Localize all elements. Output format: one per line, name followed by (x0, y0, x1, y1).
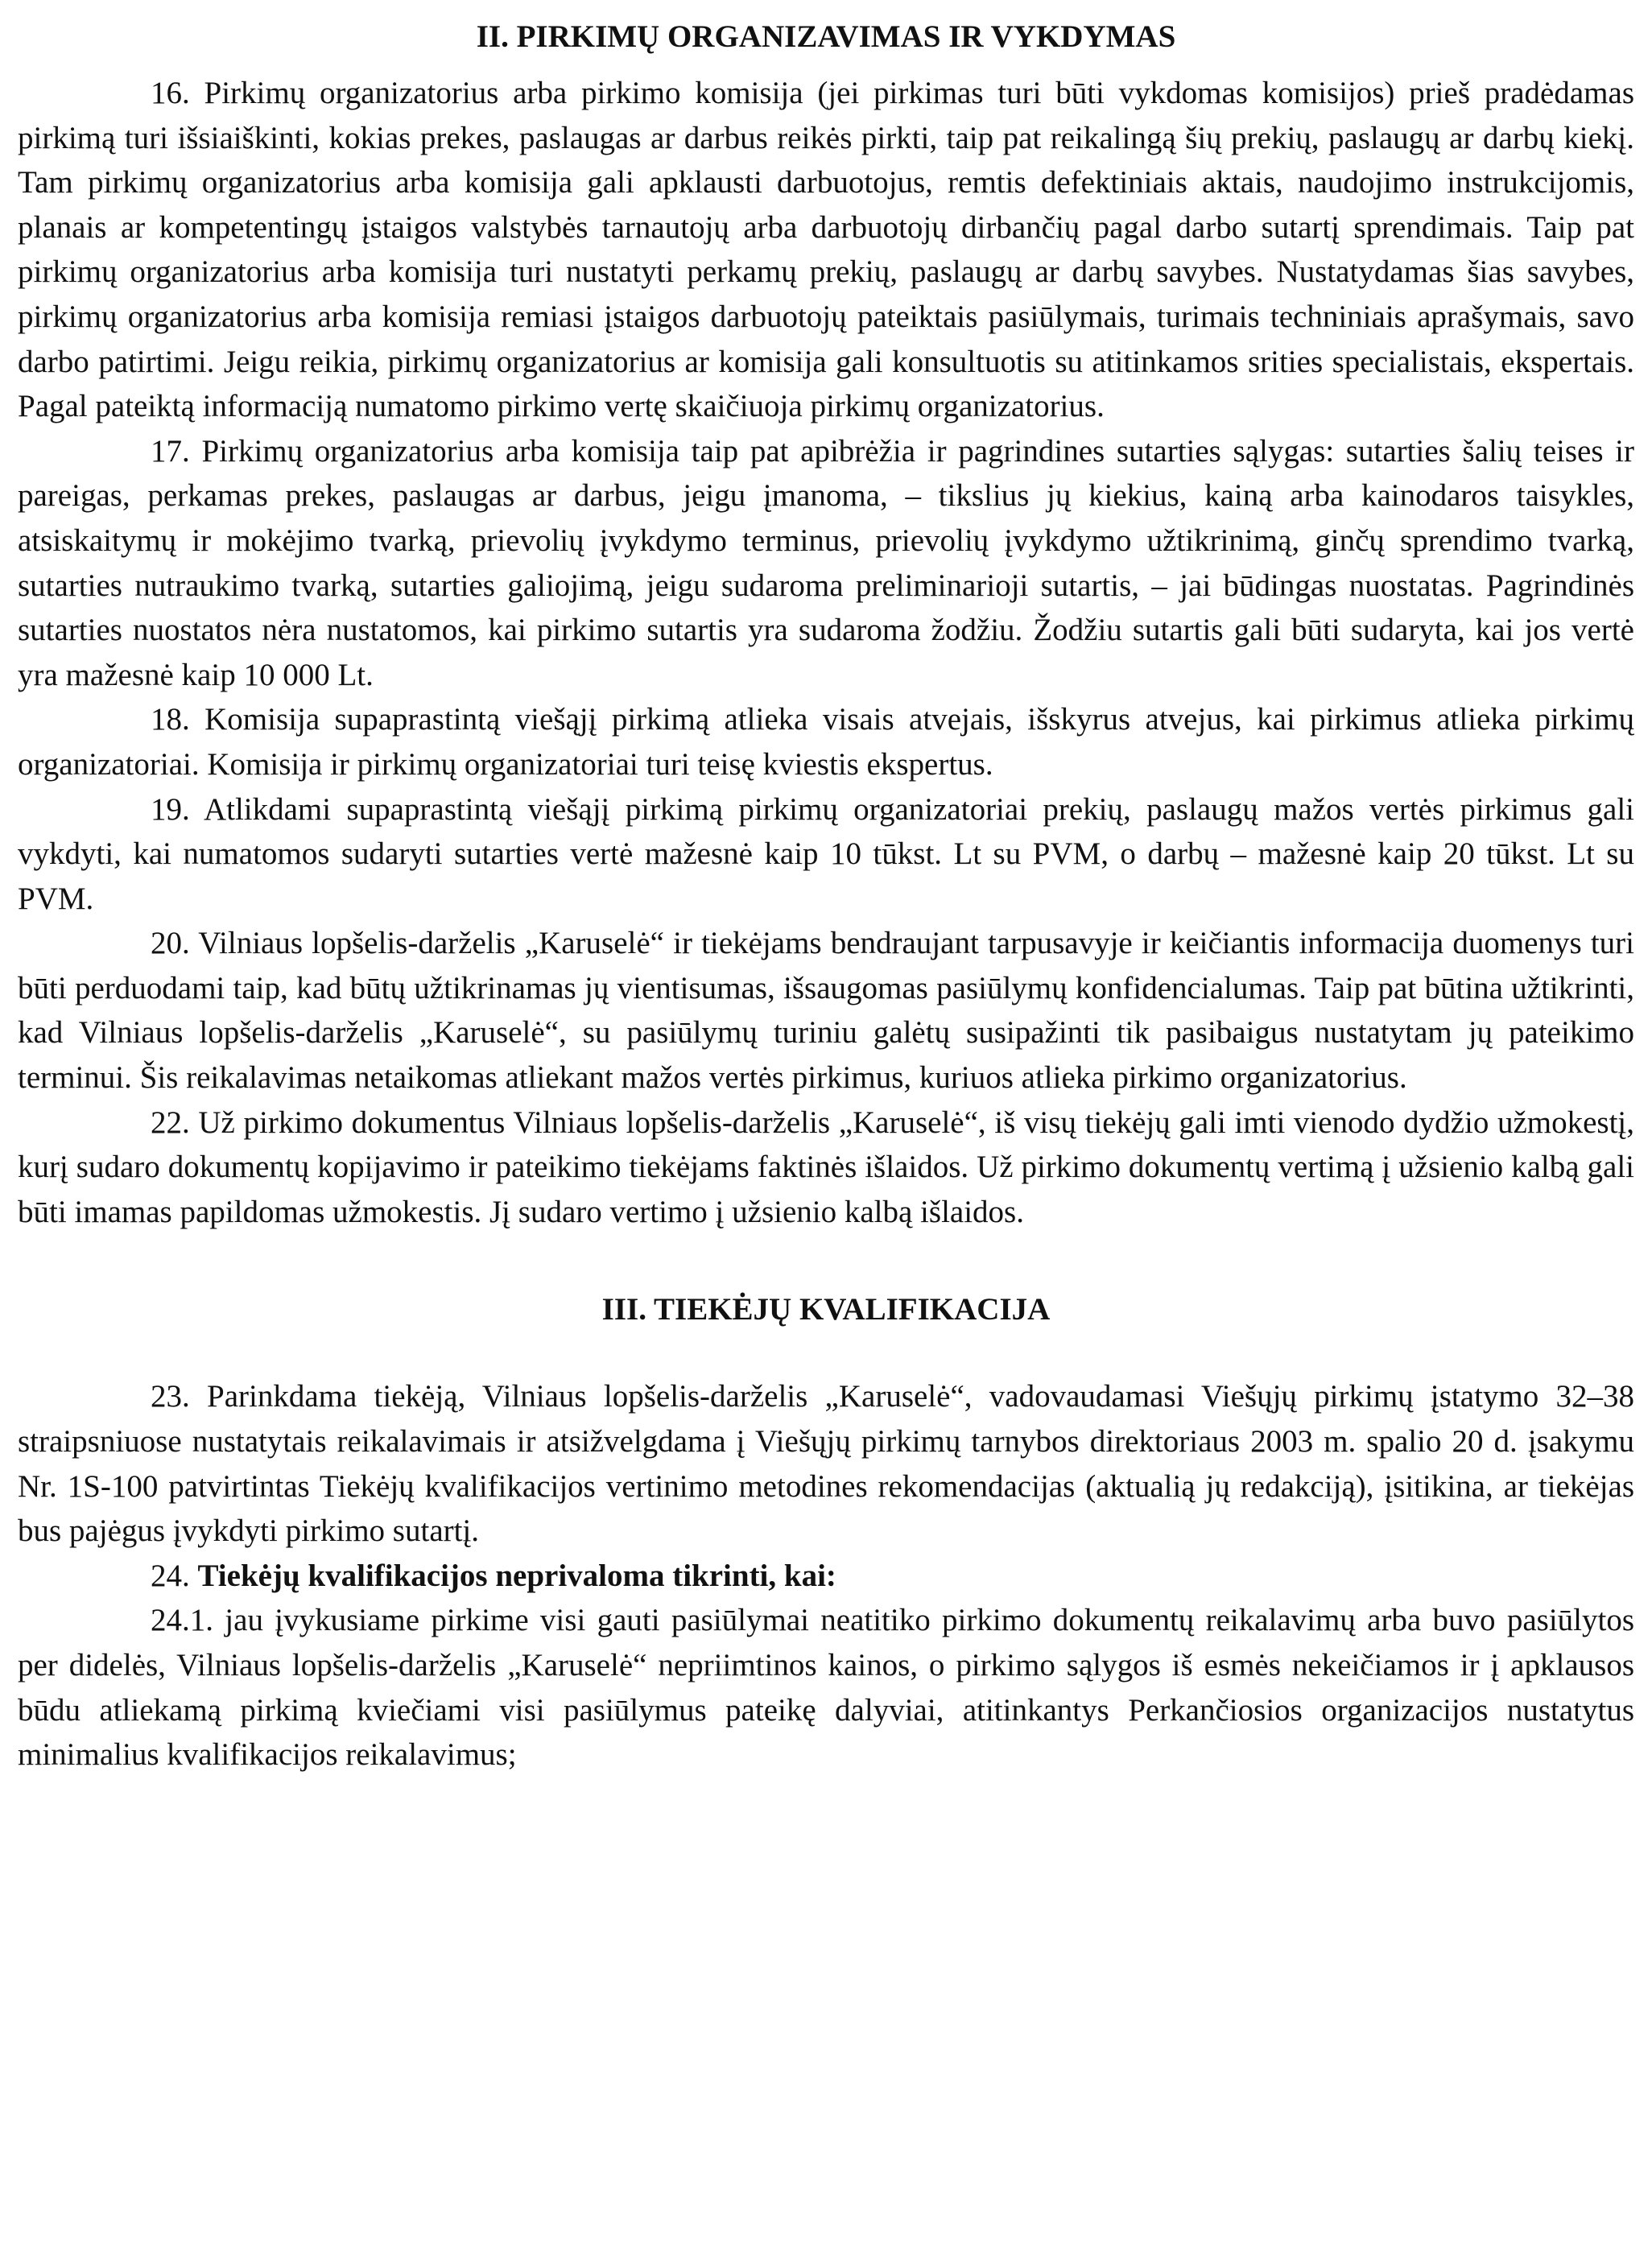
paragraph-24 (18, 1554, 1634, 1599)
paragraph-16 (18, 71, 1634, 429)
paragraph-22 (18, 1100, 1634, 1235)
paragraph-text: Tiekėjų kvalifikacijos neprivaloma tikrinti, kai: (197, 1558, 836, 1593)
section-2-heading: II. PIRKIMŲ ORGANIZAVIMAS IR VYKDYMAS (476, 19, 1176, 54)
paragraph-23 (18, 1374, 1634, 1553)
paragraph-text: Pirkimų organizatorius arba komisija taip pat apibrėžia ir pagrindines sutarties sąlygas: sutarties šalių teises ir pareigas, perkamas prekes, paslaugas ar darbus, jeigu įmanoma, – tikslius jų kiekius, kainą arba kainodaros taisykles, atsiskaitymų ir mokėjimo tvarką, prievolių įvykdymo terminus, prievolių įvykdymo užtikrinimą, ginčų sprendimo tvarką, sutarties nutraukimo tvarką, sutarties galiojimą, jeigu sudaroma preliminarioji sutartis, – jai būdingas nuostatas. Pagrindinės sutarties nuostatos nėra nustatomos, kai pirkimo sutartis yra sudaroma žodžiu. Žodžiu sutartis gali būti sudaryta, kai jos vertė yra mažesnė kaip 10 000 Lt. (18, 433, 1635, 692)
paragraph-20 (18, 921, 1634, 1100)
paragraph-number: 17. (151, 433, 190, 469)
paragraph-number: 23. (151, 1379, 190, 1414)
paragraph-number: 19. (151, 791, 190, 827)
paragraph-text: Komisija supaprastintą viešąjį pirkimą atlieka visais atvejais, išskyrus atvejus, kai pirkimus atlieka pirkimų organizatoriai. Komisija ir pirkimų organizatoriai turi teisę kviestis ekspertus. (18, 702, 1635, 782)
paragraph-24-1 (18, 1598, 1634, 1777)
paragraph-18 (18, 697, 1634, 787)
paragraph-number: 18. (151, 702, 190, 737)
paragraph-text: Pirkimų organizatorius arba pirkimo komisija (jei pirkimas turi būti vykdomas komisijos) prieš pradėdamas pirkimą turi išsiaiškinti, kokias prekes, paslaugas ar darbus reikės pirkti, taip pat reikalingą šių prekių, paslaugų ar darbų kiekį. Tam pirkimų organizatorius arba komisija gali apklausti darbuotojus, remtis defektiniais aktais, naudojimo instrukcijomis, planais ar kompetentingų įstaigos valstybės tarnautojų arba darbuotojų dirbančių pagal darbo sutartį sprendimais. Taip pat pirkimų organizatorius arba komisija turi nustatyti perkamų prekių, paslaugų ar darbų savybes. Nustatydamas šias savybes, pirkimų organizatorius arba komisija remiasi įstaigos darbuotojų pateiktais pasiūlymais, turimais techniniais aprašymais, savo darbo patirtimi. Jeigu reikia, pirkimų organizatorius ar komisija gali konsultuotis su atitinkamos srities specialistais, ekspertais. Pagal pateiktą informaciją numatomo pirkimo vertę skaičiuoja pirkimų organizatorius. (18, 76, 1634, 424)
section-3-heading: III. TIEKĖJŲ KVALIFIKACIJA (601, 1292, 1051, 1327)
paragraph-19 (18, 787, 1634, 922)
paragraph-number: 20. (151, 926, 190, 961)
paragraph-text: jau įvykusiame pirkime visi gauti pasiūlymai neatitiko pirkimo dokumentų reikalavimų arba buvo pasiūlytos per didelės, Vilniaus lopšelis-darželis „Karuselė“ nepriimtinos kainos, o pirkimo sąlygos iš esmės nekeičiamos ir į apklausos būdu atliekamą pirkimą kviečiami visi pasiūlymus pateikę dalyviai, atitinkantys Perkančiosios organizacijos nustatytus minimalius kvalifikacijos reikalavimus; (18, 1603, 1634, 1773)
document-page (18, 14, 1634, 1777)
paragraph-number: 22. (151, 1104, 190, 1140)
paragraph-17 (18, 429, 1634, 698)
paragraph-text: Už pirkimo dokumentus Vilniaus lopšelis-darželis „Karuselė“, iš visų tiekėjų gali imti vienodo dydžio užmokestį, kurį sudaro dokumentų kopijavimo ir pateikimo tiekėjams faktinės išlaidos. Už pirkimo dokumentų vertimą į užsienio kalbą gali būti imamas papildomas užmokestis. Jį sudaro vertimo į užsienio kalbą išlaidos. (18, 1104, 1635, 1229)
paragraph-text: Vilniaus lopšelis-darželis „Karuselė“ ir tiekėjams bendraujant tarpusavyje ir keičiantis informacija duomenys turi būti perduodami taip, kad būtų užtikrinamas jų vientisumas, išsaugomas pasiūlymų konfidencialumas. Taip pat būtina užtikrinti, kad Vilniaus lopšelis-darželis „Karuselė“, su pasiūlymų turiniu galėtų susipažinti tik pasibaigus nustatytam jų pateikimo terminui. Šis reikalavimas netaikomas atliekant mažos vertės pirkimus, kuriuos atlieka pirkimo organizatorius. (18, 926, 1634, 1096)
paragraph-number: 24. (151, 1558, 190, 1593)
paragraph-number: 16. (151, 76, 190, 110)
paragraph-text: Atlikdami supaprastintą viešąjį pirkimą pirkimų organizatoriai prekių, paslaugų mažos vertės pirkimus gali vykdyti, kai numatomos sudaryti sutarties vertė mažesnė kaip 10 tūkst. Lt su PVM, o darbų – mažesnė kaip 20 tūkst. Lt su PVM. (18, 791, 1634, 916)
paragraph-text: Parinkdama tiekėją, Vilniaus lopšelis-darželis „Karuselė“, vadovaudamasi Viešųjų pirkimų įstatymo 32–38 straipsniuose nustatytais reikalavimais ir atsižvelgdama į Viešųjų pirkimų tarnybos direktoriaus 2003 m. spalio 20 d. įsakymu Nr. 1S-100 patvirtintas Tiekėjų kvalifikacijos vertinimo metodines rekomendacijas (aktualią jų redakciją), įsitikina, ar tiekėjas bus pajėgus įvykdyti pirkimo sutartį. (18, 1379, 1635, 1549)
paragraph-number: 24.1. (151, 1603, 213, 1638)
